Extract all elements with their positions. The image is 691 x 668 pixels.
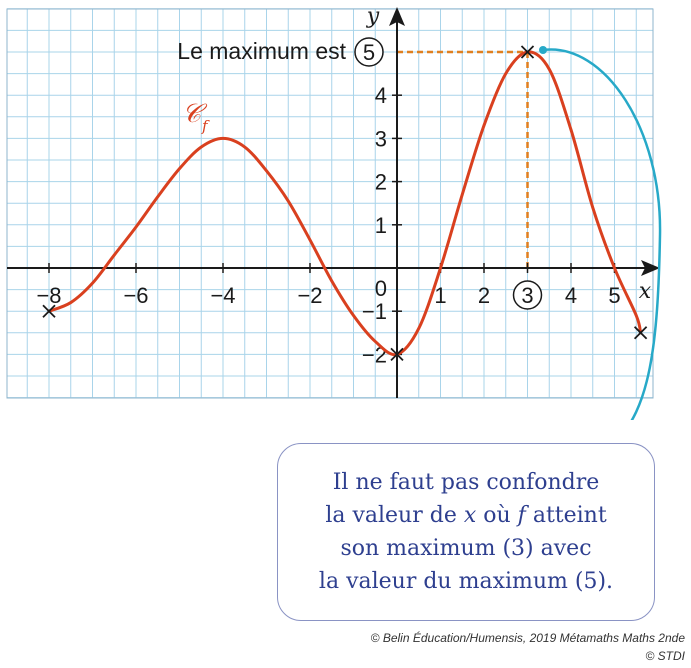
credit-stdi: © STDI — [645, 649, 685, 663]
callout-var-x: x — [463, 503, 477, 528]
y-tick-label: 1 — [374, 212, 387, 238]
y-tick-label: 4 — [374, 83, 387, 109]
y-tick-label: −1 — [361, 299, 387, 325]
credit-publisher: © Belin Éducation/Humensis, 2019 Métamaths Maths 2nde — [370, 631, 685, 645]
x-tick-label: 2 — [477, 283, 491, 308]
max-value: 5 — [362, 40, 376, 65]
origin-label: 0 — [374, 276, 387, 301]
y-tick-label: 2 — [374, 169, 387, 195]
curve-label-subscript: f — [202, 117, 208, 135]
grid — [7, 9, 653, 398]
x-tick-label: 5 — [608, 283, 621, 308]
curve-label: 𝒞 — [182, 99, 201, 129]
y-tick-label: 3 — [374, 126, 387, 152]
x-tick-label: −2 — [297, 283, 323, 308]
callout-var-f: f — [517, 503, 526, 528]
x-tick-label: 1 — [434, 283, 447, 308]
callout-line-2-c: atteint — [525, 503, 607, 528]
callout-line-2-b: où — [476, 503, 518, 528]
argmax-value: 3 — [521, 283, 534, 308]
y-axis-label: y — [366, 4, 380, 29]
x-axis-label: x — [638, 279, 652, 304]
x-tick-label: 4 — [564, 283, 578, 308]
max-text: Le maximum est — [177, 38, 346, 64]
callout-box — [277, 443, 655, 621]
x-tick-label: −4 — [210, 283, 236, 308]
x-tick-label: −6 — [123, 283, 149, 308]
axes — [7, 7, 660, 398]
callout-line-2 — [325, 499, 606, 532]
x-tick-label: −8 — [36, 283, 62, 308]
callout-line-1: Il ne faut pas confondre — [332, 470, 600, 495]
callout-line-3: son maximum (3) avec — [340, 536, 592, 561]
y-tick-label: −2 — [361, 342, 387, 368]
callout-line-4: la valeur du maximum (5). — [318, 569, 614, 594]
connector-dot-top — [539, 46, 547, 54]
callout-line-2-a: la valeur de — [325, 503, 464, 528]
